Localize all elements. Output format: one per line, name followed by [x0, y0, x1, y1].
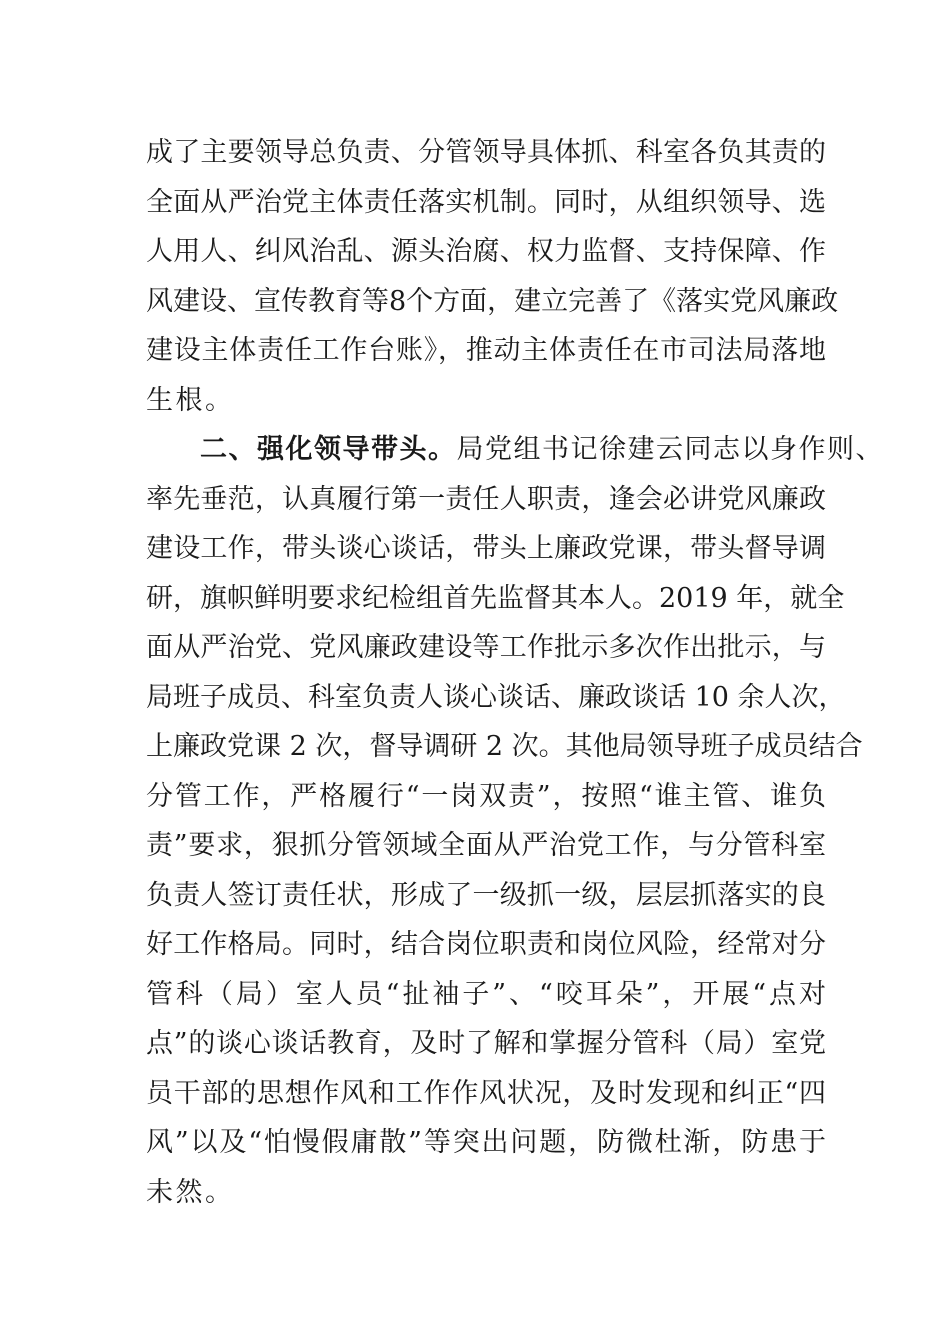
text-line: 全面从严治党主体责任落实机制。同时，从组织领导、选	[146, 186, 826, 218]
text-line: 建设主体责任工作台账》，推动主体责任在市司法局落地	[146, 335, 826, 366]
text-line: 点”的谈心谈话教育，及时了解和掌握分管科（局）室党	[146, 1028, 826, 1059]
text-line: 上廉政党课 2 次，督导调研 2 次。其他局领导班子成员结合	[146, 731, 863, 762]
text-line: 面从严治党、党风廉政建设等工作批示多次作出批示，与	[146, 632, 826, 663]
text-line: 员干部的思想作风和工作作风状况，及时发现和纠正“四	[146, 1077, 826, 1109]
section-heading: 二、强化领导带头。	[200, 434, 457, 465]
text-line: 责”要求，狠抓分管领域全面从严治党工作，与分管科室	[146, 830, 826, 861]
text-line: 分管工作，严格履行“一岗双责”，按照“谁主管、谁负	[146, 780, 826, 812]
text-line-first	[146, 425, 884, 475]
paragraph-2	[146, 425, 884, 1217]
text-line: 局班子成员、科室负责人谈心谈话、廉政谈话 10 余人次，	[146, 681, 846, 713]
text-line: 建设工作，带头谈心谈话，带头上廉政党课，带头督导调	[146, 533, 826, 564]
text-line: 好工作格局。同时，结合岗位职责和岗位风险，经常对分	[146, 929, 826, 960]
text-line: 负责人签订责任状，形成了一级抓一级，层层抓落实的良	[146, 879, 826, 911]
text-line: 未然。	[146, 1176, 235, 1208]
text-line: 率先垂范，认真履行第一责任人职责，逢会必讲党风廉政	[146, 483, 826, 515]
paragraph-1	[146, 128, 839, 425]
text-line: 风建设、宣传教育等8个方面，建立完善了《落实党风廉政	[146, 285, 839, 317]
text-line: 生根。	[146, 384, 235, 416]
text-line: 研，旗帜鲜明要求纪检组首先监督其本人。2019 年，就全	[146, 582, 845, 614]
text-line: 成了主要领导总负责、分管领导具体抓、科室各负其责的	[146, 137, 826, 168]
text-line: 人用人、纠风治乱、源头治腐、权力监督、支持保障、作	[146, 236, 826, 267]
text-line: 管科（局）室人员“扯袖子”、“咬耳朵”，开展“点对	[146, 978, 826, 1010]
heading-line-rest: 局党组书记徐建云同志以身作则、	[456, 434, 884, 465]
text-line: 风”以及“怕慢假庸散”等突出问题，防微杜渐，防患于	[146, 1127, 826, 1158]
document-body	[146, 128, 884, 1217]
